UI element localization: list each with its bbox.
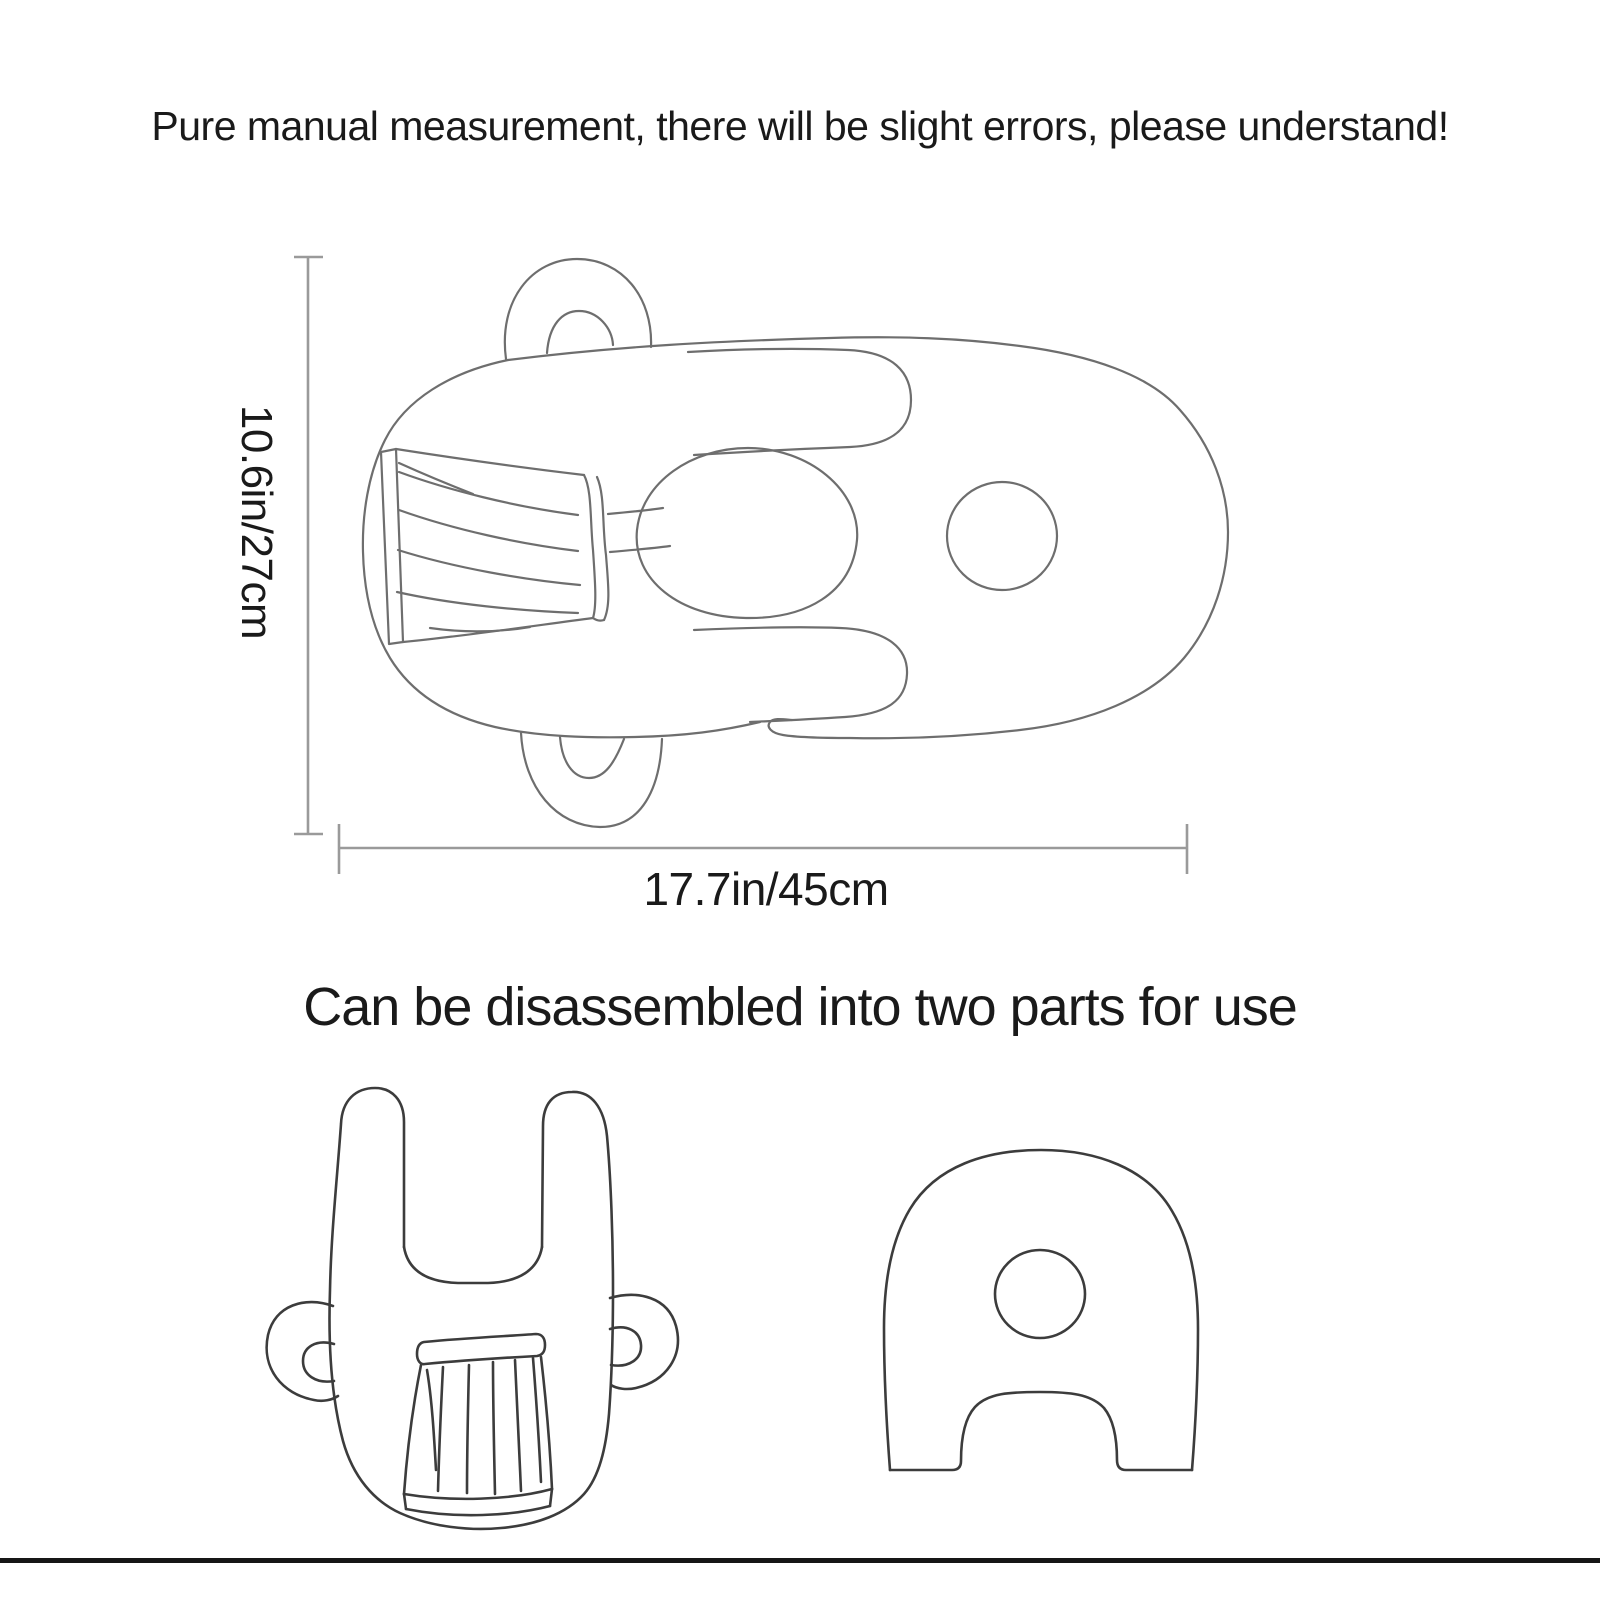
part-two-drawing bbox=[884, 1150, 1198, 1470]
section-heading: Can be disassembled into two parts for use bbox=[303, 977, 1297, 1037]
lower-arm bbox=[694, 627, 907, 722]
fabric-panel bbox=[381, 449, 670, 644]
bottom-ear-handle bbox=[521, 733, 662, 827]
part-two-outline bbox=[884, 1150, 1198, 1470]
part-one-outline bbox=[330, 1088, 613, 1529]
height-dimension-label: 10.6in/27cm bbox=[232, 404, 281, 640]
height-dimension-line bbox=[294, 257, 323, 834]
upper-arm bbox=[688, 349, 911, 455]
tail-piece-outline bbox=[508, 337, 1228, 738]
width-dimension-label: 17.7in/45cm bbox=[643, 863, 889, 915]
seat-cushion bbox=[637, 448, 858, 618]
bottom-divider-line bbox=[0, 1558, 1600, 1563]
part-two-circle-hole bbox=[995, 1250, 1085, 1338]
part-one-drawing bbox=[267, 1088, 678, 1529]
measurement-note: Pure manual measurement, there will be slight errors, please understand! bbox=[151, 103, 1449, 149]
part-one-fabric-panel bbox=[404, 1334, 552, 1515]
top-ear-handle bbox=[505, 259, 651, 359]
top-view-drawing bbox=[363, 259, 1228, 827]
tail-circle-hole bbox=[947, 482, 1057, 590]
part-one-left-ear bbox=[267, 1302, 338, 1401]
part-one-right-ear bbox=[610, 1295, 678, 1389]
